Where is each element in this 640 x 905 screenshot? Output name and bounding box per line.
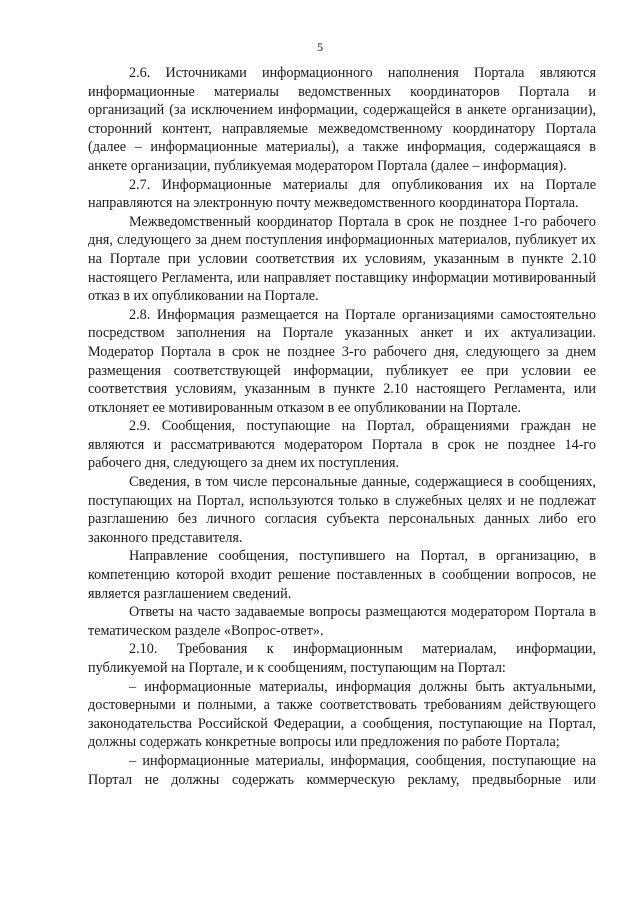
- document-body: [88, 64, 596, 789]
- paragraph-2-7: 2.7. Информационные материалы для опубликования их на Портале направляются на электронную почту межведомственного координатора Портала.: [88, 176, 596, 212]
- paragraph-requirement-actual: – информационные материалы, информация должны быть актуальными, достоверными и полными, а также соответствовать требованиям действующего законодательства Российской Федерации, а сообщения, поступающие на Портал, должны содержать конкретные вопросы или предложения по работе Портала;: [88, 678, 596, 751]
- paragraph-2-10: 2.10. Требования к информационным материалам, информации, публикуемой на Портале, и к сообщениям, поступающим на Портал:: [88, 641, 596, 676]
- paragraph-personal-data: Сведения, в том числе персональные данные, содержащиеся в сообщениях, поступающих на Портал, используются только в служебных целях и не подлежат разглашению без личного согласия субъекта персональных данных либо его законного представителя.: [88, 474, 596, 546]
- paragraph-2-9: 2.9. Сообщения, поступающие на Портал, обращениями граждан не являются и рассматриваются модератором Портала в срок не позднее 14-го рабочего дня, следующего за днем их поступления.: [88, 418, 596, 472]
- paragraph-faq: Ответы на часто задаваемые вопросы размещаются модератором Портала в тематическом разделе «Вопрос-ответ».: [88, 604, 596, 639]
- paragraph-coordinator-deadline: Межведомственный координатор Портала в срок не позднее 1-го рабочего дня, следующего за днем поступления информационных материалов, публикует их на Портале при условии соответствия их условиям, указанным в пункте 2.10 настоящего Регламента, или направляет поставщику информации мотивированный отказ в их опубликовании на Портале.: [88, 213, 596, 305]
- page-number: 5: [317, 40, 323, 54]
- paragraph-requirement-no-ads: – информационные материалы, информация, сообщения, поступающие на Портал не должны содержать коммерческую рекламу, предвыборные или: [88, 752, 596, 788]
- paragraph-2-8: 2.8. Информация размещается на Портале организациями самостоятельно посредством заполнения на Портале указанных анкет и их актуализации. Модератор Портала в срок не позднее 3-го рабочего дня, следующего за днем размещения соответствующей информации, публикует ее при условии ее соответствия условиям, указанным в пункте 2.10 настоящего Регламента, или отклоняет ее мотивированным отказом в ее опубликовании на Портале.: [88, 306, 596, 416]
- paragraph-2-6: 2.6. Источниками информационного наполнения Портала являются информационные материалы ведомственных координаторов Портала и организаций (за исключением информации, содержащейся в анкете организации), сторонний контент, направляемые межведомственному координатору Портала (далее – информационные материалы), а также информация, содержащаяся в анкете организации, публикуемая модератором Портала (далее – информация).: [88, 65, 596, 174]
- paragraph-forwarding: Направление сообщения, поступившего на Портал, в организацию, в компетенцию которой входит решение поставленных в сообщении вопросов, не является разглашением сведений.: [88, 548, 596, 602]
